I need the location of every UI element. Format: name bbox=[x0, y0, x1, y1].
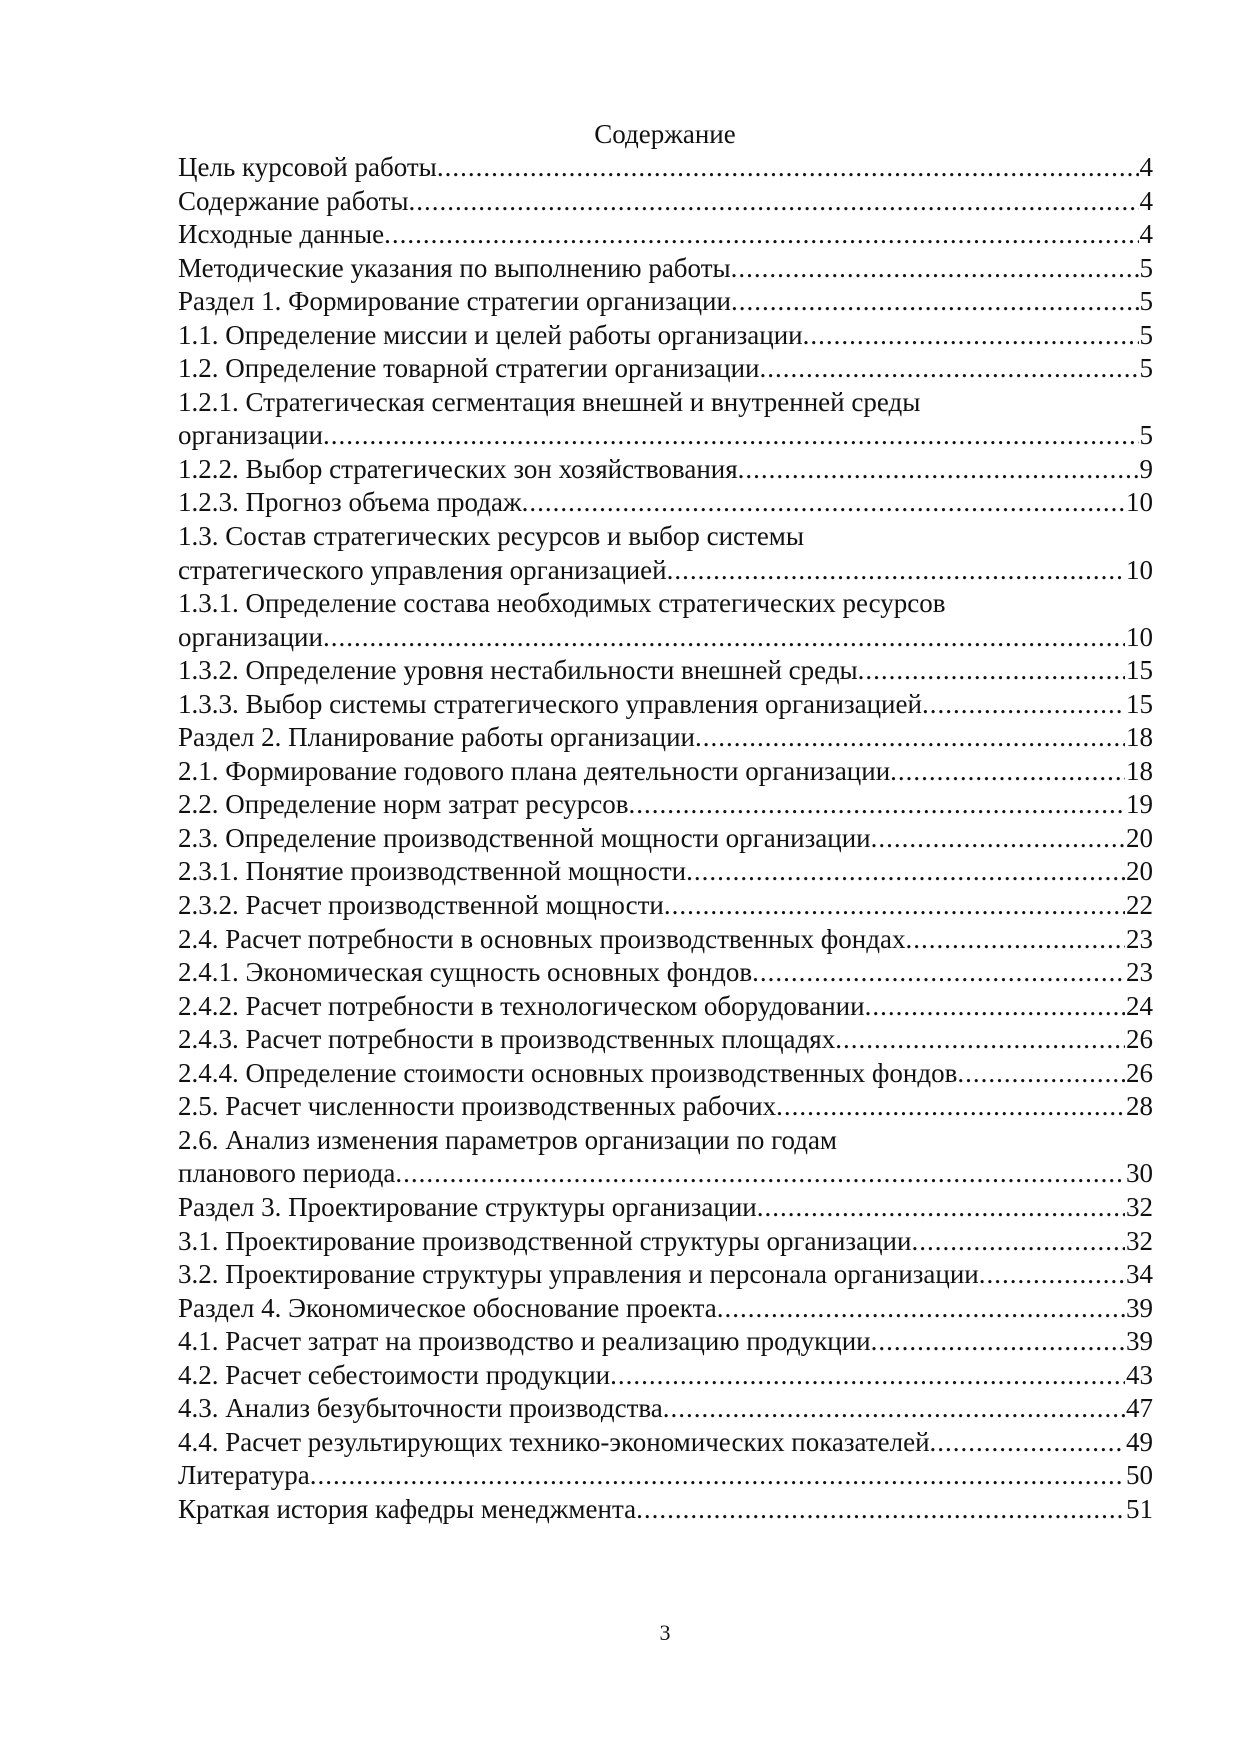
dot-leader bbox=[911, 1225, 1125, 1259]
toc-entry bbox=[178, 755, 1153, 789]
toc-entry bbox=[178, 721, 1153, 755]
dot-leader bbox=[731, 252, 1139, 286]
toc-entry bbox=[178, 151, 1153, 185]
dot-leader bbox=[731, 285, 1139, 319]
toc-entry bbox=[178, 956, 1153, 990]
dot-leader bbox=[865, 990, 1125, 1024]
toc-entry-page: 26 bbox=[1126, 1024, 1153, 1055]
dot-leader bbox=[752, 956, 1125, 990]
toc-entry-page: 39 bbox=[1126, 1326, 1153, 1357]
toc-entry-text: 2.4.2. Расчет потребности в технологическом оборудовании bbox=[178, 990, 865, 1021]
toc-entry bbox=[178, 1157, 1153, 1191]
toc-entry-page: 20 bbox=[1126, 856, 1153, 887]
toc-entry-text: 2.6. Анализ изменения параметров организации по годам bbox=[178, 1124, 838, 1155]
toc-entry bbox=[178, 1225, 1153, 1259]
toc-entry-page: 5 bbox=[1139, 252, 1153, 283]
toc-entry-text: 3.2. Проектирование структуры управления и персонала организации bbox=[178, 1259, 979, 1290]
toc-entry-text: 2.5. Расчет численности производственных рабочих bbox=[178, 1091, 777, 1122]
toc-entry-text: организации bbox=[178, 420, 323, 451]
dot-leader bbox=[871, 822, 1125, 856]
toc-entry-text: 1.2. Определение товарной стратегии организации bbox=[178, 353, 760, 384]
toc-entry-text: 2.4. Расчет потребности в основных производственных фондах bbox=[178, 923, 906, 954]
toc-entry-text: организации bbox=[178, 621, 323, 652]
toc-entry-page: 50 bbox=[1126, 1460, 1153, 1491]
dot-leader bbox=[628, 788, 1125, 822]
toc-entry bbox=[178, 218, 1153, 252]
table-of-contents bbox=[178, 151, 1153, 1526]
dot-leader bbox=[323, 621, 1125, 655]
toc-entry-page: 34 bbox=[1126, 1259, 1153, 1290]
toc-entry-text: Краткая история кафедры менеджмента bbox=[178, 1493, 637, 1524]
dot-leader bbox=[717, 1292, 1125, 1326]
dot-leader bbox=[664, 889, 1125, 923]
dot-leader bbox=[803, 319, 1139, 353]
toc-entry-page: 18 bbox=[1126, 755, 1153, 786]
toc-entry bbox=[178, 1057, 1153, 1091]
toc-entry-page: 23 bbox=[1126, 923, 1153, 954]
toc-entry-text: Содержание работы bbox=[178, 185, 409, 216]
toc-entry bbox=[178, 352, 1153, 386]
toc-entry-page: 26 bbox=[1126, 1057, 1153, 1088]
toc-title: Содержание bbox=[594, 119, 736, 149]
toc-entry-text: 2.3. Определение производственной мощности организации bbox=[178, 822, 871, 853]
toc-entry-text: 4.3. Анализ безубыточности производства bbox=[178, 1393, 663, 1424]
toc-entry bbox=[178, 788, 1153, 822]
toc-entry-page: 15 bbox=[1126, 655, 1153, 686]
toc-entry-text: 4.1. Расчет затрат на производство и реализацию продукции bbox=[178, 1326, 871, 1357]
toc-entry-page: 4 bbox=[1139, 185, 1153, 216]
dot-leader bbox=[738, 453, 1139, 487]
toc-entry bbox=[178, 1459, 1153, 1493]
dot-leader bbox=[636, 1493, 1125, 1527]
toc-entry bbox=[178, 621, 1153, 655]
toc-entry-page: 5 bbox=[1139, 420, 1153, 451]
toc-entry bbox=[178, 285, 1153, 319]
toc-entry bbox=[178, 1392, 1153, 1426]
toc-entry-page: 18 bbox=[1126, 722, 1153, 753]
toc-entry-text: 1.2.2. Выбор стратегических зон хозяйствования bbox=[178, 453, 738, 484]
toc-entry-text: 1.3.3. Выбор системы стратегического управления организацией bbox=[178, 688, 922, 719]
toc-entry-text: Раздел 3. Проектирование структуры организации bbox=[178, 1191, 757, 1222]
toc-entry bbox=[178, 654, 1153, 688]
toc-entry bbox=[178, 1493, 1153, 1527]
dot-leader bbox=[686, 855, 1125, 889]
dot-leader bbox=[384, 218, 1138, 252]
toc-entry-text: 1.3. Состав стратегических ресурсов и выбор системы bbox=[178, 521, 805, 552]
toc-entry-page: 22 bbox=[1126, 890, 1153, 921]
toc-entry bbox=[178, 554, 1153, 588]
toc-entry-page: 32 bbox=[1126, 1191, 1153, 1222]
dot-leader bbox=[979, 1258, 1125, 1292]
toc-entry-page: 4 bbox=[1139, 152, 1153, 182]
dot-leader bbox=[905, 923, 1125, 957]
toc-entry-page: 10 bbox=[1126, 487, 1153, 518]
toc-entry-text: Цель курсовой работы bbox=[178, 152, 437, 182]
toc-entry bbox=[178, 486, 1153, 520]
dot-leader bbox=[409, 185, 1139, 219]
toc-entry bbox=[178, 1124, 1153, 1158]
dot-leader bbox=[890, 755, 1125, 789]
toc-entry-page: 4 bbox=[1139, 219, 1153, 250]
toc-entry-page: 49 bbox=[1126, 1426, 1153, 1457]
toc-entry-text: Исходные данные bbox=[178, 219, 385, 250]
toc-entry-text: Раздел 1. Формирование стратегии организации bbox=[178, 286, 731, 317]
toc-entry-page: 43 bbox=[1126, 1359, 1153, 1390]
toc-entry bbox=[178, 688, 1153, 722]
toc-entry-text: Раздел 4. Экономическое обоснование проекта bbox=[178, 1292, 717, 1323]
toc-entry-text: 1.3.1. Определение состава необходимых стратегических ресурсов bbox=[178, 588, 946, 619]
toc-entry-page: 10 bbox=[1126, 554, 1153, 585]
toc-entry-text: 3.1. Проектирование производственной структуры организации bbox=[178, 1225, 912, 1256]
toc-entry-text: 2.2. Определение норм затрат ресурсов bbox=[178, 789, 629, 820]
toc-entry-text: 1.3.2. Определение уровня нестабильности внешней среды bbox=[178, 655, 858, 686]
toc-entry-text: 2.3.1. Понятие производственной мощности bbox=[178, 856, 687, 887]
toc-entry-text: 2.3.2. Расчет производственной мощности bbox=[178, 890, 664, 921]
toc-entry-text: 4.4. Расчет результирующих технико-экономических показателей bbox=[178, 1426, 930, 1457]
dot-leader bbox=[957, 1057, 1125, 1091]
toc-entry bbox=[178, 453, 1153, 487]
dot-leader bbox=[930, 1426, 1125, 1460]
toc-entry bbox=[178, 1258, 1153, 1292]
toc-entry-page: 10 bbox=[1126, 621, 1153, 652]
toc-entry bbox=[178, 1359, 1153, 1393]
dot-leader bbox=[323, 419, 1139, 453]
toc-entry-page: 19 bbox=[1126, 789, 1153, 820]
dot-leader bbox=[757, 1191, 1125, 1225]
dot-leader bbox=[858, 654, 1125, 688]
toc-entry-page: 5 bbox=[1139, 286, 1153, 317]
toc-entry-page: 9 bbox=[1139, 453, 1153, 484]
toc-entry-page: 30 bbox=[1126, 1158, 1153, 1189]
toc-entry-text: 1.2.3. Прогноз объема продаж bbox=[178, 487, 522, 518]
toc-entry bbox=[178, 889, 1153, 923]
toc-entry-page: 32 bbox=[1126, 1225, 1153, 1256]
toc-entry bbox=[178, 855, 1153, 889]
dot-leader bbox=[663, 1392, 1125, 1426]
toc-entry bbox=[178, 1191, 1153, 1225]
dot-leader bbox=[310, 1459, 1125, 1493]
toc-entry-text: стратегического управления организацией bbox=[178, 554, 667, 585]
toc-entry-page: 5 bbox=[1139, 353, 1153, 384]
toc-entry-text: Раздел 2. Планирование работы организации bbox=[178, 722, 695, 753]
toc-entry bbox=[178, 1292, 1153, 1326]
toc-entry-page: 24 bbox=[1126, 990, 1153, 1021]
toc-entry-text: Литература bbox=[178, 1460, 310, 1491]
toc-entry-page: 15 bbox=[1126, 688, 1153, 719]
dot-leader bbox=[871, 1325, 1125, 1359]
dot-leader bbox=[835, 1023, 1125, 1057]
toc-entry-text: 1.2.1. Стратегическая сегментация внешней и внутренней среды bbox=[178, 386, 921, 417]
dot-leader bbox=[695, 721, 1125, 755]
toc-entry bbox=[178, 587, 1153, 621]
toc-entry bbox=[178, 1023, 1153, 1057]
toc-entry bbox=[178, 319, 1153, 353]
toc-entry bbox=[178, 923, 1153, 957]
toc-entry-text: 2.4.4. Определение стоимости основных производственных фондов bbox=[178, 1057, 958, 1088]
dot-leader bbox=[522, 486, 1125, 520]
page-number: 3 bbox=[659, 1620, 671, 1645]
toc-entry bbox=[178, 386, 1153, 420]
toc-entry bbox=[178, 185, 1153, 219]
toc-entry-page: 39 bbox=[1126, 1292, 1153, 1323]
toc-entry-text: планового периода bbox=[178, 1158, 396, 1189]
toc-entry-page: 47 bbox=[1126, 1393, 1153, 1424]
toc-entry bbox=[178, 419, 1153, 453]
toc-entry bbox=[178, 990, 1153, 1024]
toc-entry bbox=[178, 520, 1153, 554]
dot-leader bbox=[395, 1157, 1125, 1191]
toc-entry-text: 2.1. Формирование годового плана деятельности организации bbox=[178, 755, 891, 786]
toc-entry-text: 2.4.3. Расчет потребности в производственных площадях bbox=[178, 1024, 836, 1055]
toc-entry-text: Методические указания по выполнению работы bbox=[178, 252, 731, 283]
toc-entry-text: 2.4.1. Экономическая сущность основных фондов bbox=[178, 957, 753, 988]
toc-entry-page: 28 bbox=[1126, 1091, 1153, 1122]
toc-entry-text: 4.2. Расчет себестоимости продукции bbox=[178, 1359, 611, 1390]
toc-entry-page: 51 bbox=[1126, 1493, 1153, 1524]
toc-entry-text: 1.1. Определение миссии и целей работы организации bbox=[178, 319, 803, 350]
toc-entry bbox=[178, 1090, 1153, 1124]
toc-entry bbox=[178, 1325, 1153, 1359]
dot-leader bbox=[759, 352, 1138, 386]
dot-leader bbox=[922, 688, 1125, 722]
dot-leader bbox=[667, 554, 1125, 588]
toc-entry-page: 5 bbox=[1139, 319, 1153, 350]
toc-entry bbox=[178, 252, 1153, 286]
dot-leader bbox=[776, 1090, 1125, 1124]
toc-entry bbox=[178, 822, 1153, 856]
toc-entry bbox=[178, 1426, 1153, 1460]
toc-entry-page: 23 bbox=[1126, 957, 1153, 988]
toc-entry-page: 20 bbox=[1126, 822, 1153, 853]
dot-leader bbox=[437, 151, 1139, 185]
dot-leader bbox=[610, 1359, 1125, 1393]
